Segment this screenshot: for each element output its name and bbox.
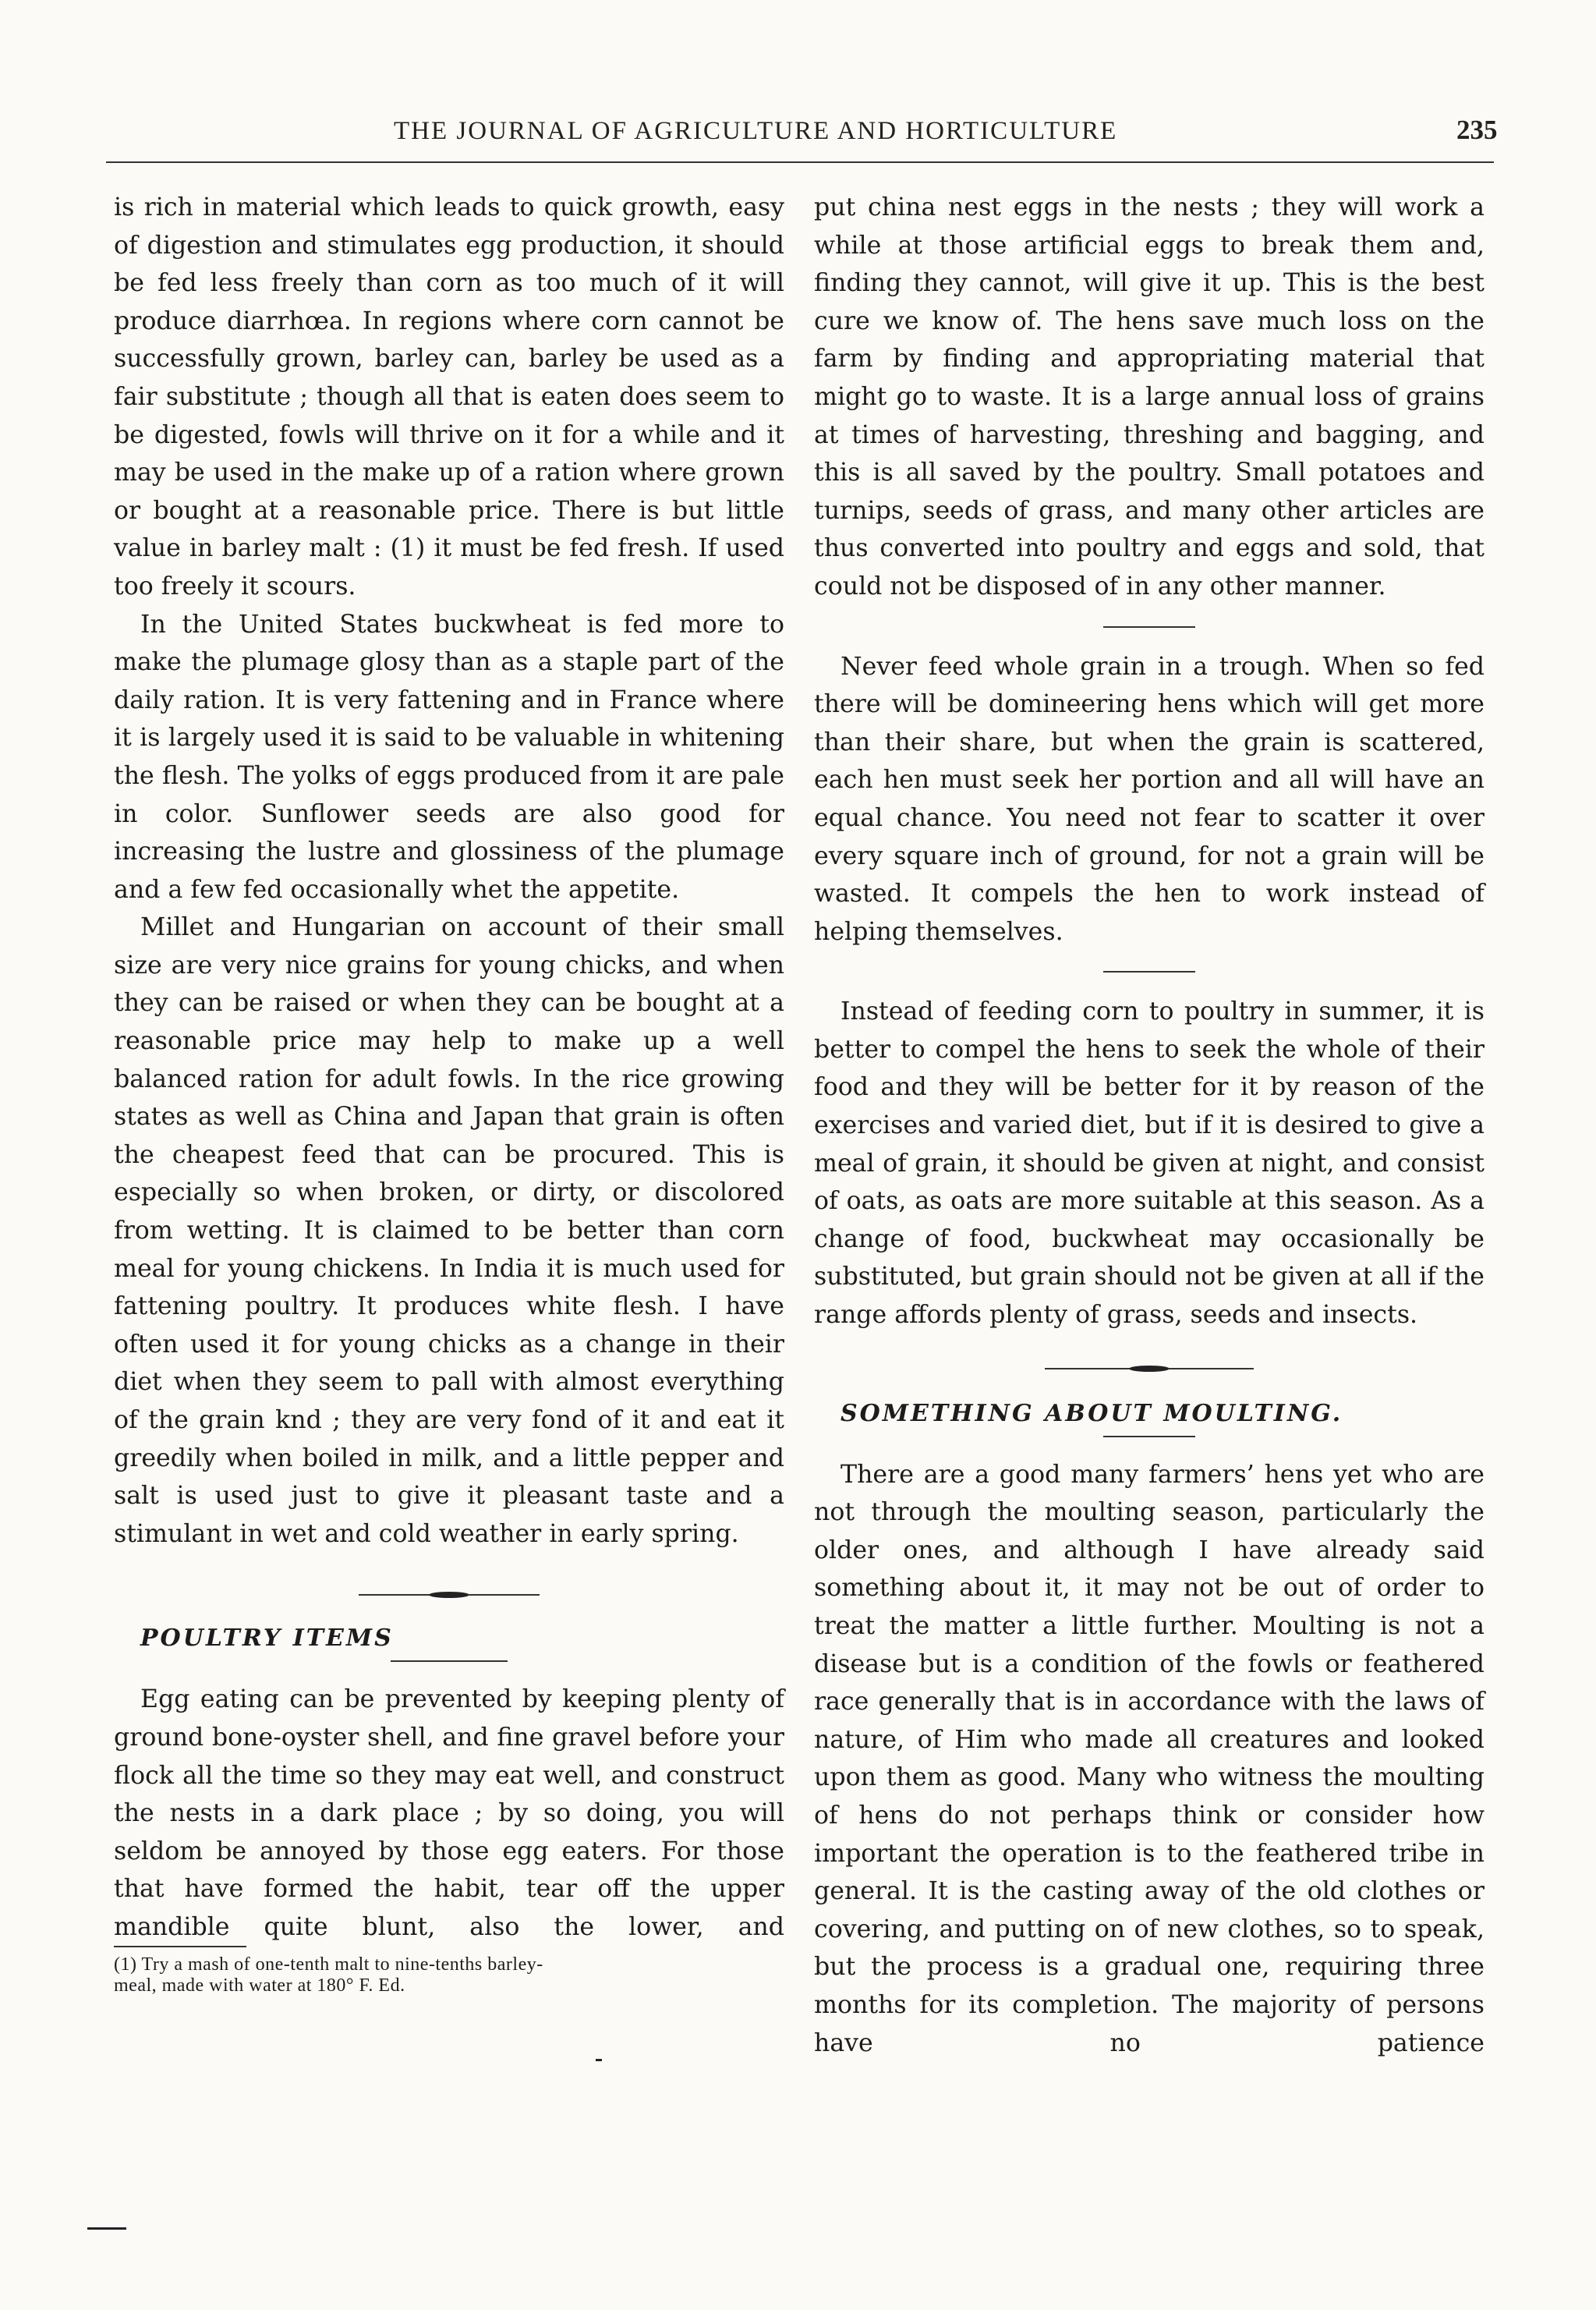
paragraph-moulting: There are a good many farmers’ hens yet who are not through the moulting season, particularly the older ones, and although I have already said something about it, it may not be out of order to treat the matter a little further. Moulting is not a disease but is a condition of the fowls or feathered race generally that is in accordance with the laws of nature, of Him who made all creatures and looked upon them as good. Many who witness the moulting of hens do not perhaps think or consider how important the operation is to the feathered tribe in general. It is the casting away of the old clothes or covering, and putting on of new clothes, so to speak, but the process is a gradual one, requiring three months for its completion. The majority of persons have no patience bbox=[814, 1460, 1485, 2057]
section-ornament bbox=[357, 1592, 541, 1598]
paragraph-barley: is rich in material which leads to quick growth, easy of digestion and stimulates egg production, it should be fed less freely than corn as too much of it will produce diarrhœa. In regions where corn cannot be successfully grown, barley can, barley be used as a fair substitute ; though all that is eaten does seem to be digested, fowls will thrive on it for a while and it may be used in the make up of a ration where grown or bought at a reasonable price. There is but little value in barley malt : (1) it must be fed fresh. If used too freely it scours. bbox=[114, 193, 784, 601]
section-ornament bbox=[1040, 1366, 1258, 1372]
paragraph-egg-eating: Egg eating can be prevented by keeping plenty of ground bone-oyster shell, and fine gravel before your flock all the time so they may eat well, and construct the nests in a dark place ; by so doing, you will seldom be annoyed by those egg eaters. For those that have formed the habit, tear off the upper mandible quite blunt, also the lower, and bbox=[114, 1685, 784, 1941]
footnote-line: (1) Try a mash of one-tenth malt to nine-tenths barley- bbox=[114, 1954, 543, 1975]
footnote-rule bbox=[114, 1946, 246, 1947]
paragraph-china-nest-eggs: put china nest eggs in the nests ; they will work a while at those artificial eggs to break them and, finding they cannot, will give it up. This is the best cure we know of. The hens save much loss on the farm by finding and appropriating material that might go to waste. It is a large annual loss of grains at times of harvesting, threshing and bagging, and this is all saved by the poultry. Small potatoes and turnips, seeds of grass, and many other articles are thus converted into poultry and eggs and sold, that could not be disposed of in any other manner. bbox=[814, 193, 1485, 601]
page-number: 235 bbox=[1456, 115, 1498, 145]
printer-mark bbox=[596, 2059, 602, 2061]
title-underline bbox=[1103, 1436, 1195, 1437]
printer-mark bbox=[87, 2227, 126, 2230]
running-title: THE JOURNAL OF AGRICULTURE AND HORTICULTURE bbox=[394, 117, 1118, 145]
separator-rule bbox=[1103, 626, 1195, 628]
left-column bbox=[114, 189, 784, 1947]
paragraph-summer-feeding: Instead of feeding corn to poultry in summer, it is better to compel the hens to seek the whole of their food and they will be better for it by reason of the exercises and varied diet, but if it is desired to give a meal of grain, it should be given at night, and consist of oats, as oats are more suitable at this season. As a change of food, buckwheat may occasionally be substituted, but grain should not be given at all if the range affords plenty of grass, seeds and insects. bbox=[814, 997, 1485, 1330]
header-rule bbox=[106, 161, 1494, 163]
footnote-line: meal, made with water at 180° F. Ed. bbox=[114, 1975, 405, 1996]
paragraph-millet-rice: Millet and Hungarian on account of their small size are very nice grains for young chicks, and when they can be raised or when they can be bought at a reasonable price may help to make up a well balanced ration for adult fowls. In the rice growing states as well as China and Japan that grain is often the cheapest feed that can be procured. This is especially so when broken, or dirty, or discolored from wetting. It is claimed to be better than corn meal for young chickens. In India it is much used for fattening poultry. It produces white flesh. I have often used it for young chicks as a change in their diet when they seem to pall with almost everything of the grain knd ; they are very fond of it and eat it greedily when boiled in milk, and a little pepper and salt is used just to give it pleasant taste and a stimulant in wet and cold weather in early spring. bbox=[114, 913, 784, 1548]
footnote bbox=[114, 1954, 784, 1996]
paragraph-trough: Never feed whole grain in a trough. When so fed there will be domineering hens which will get more than their share, but when the grain is scattered, each hen must seek her portion and all will have an equal chance. You need not fear to scatter it over every square inch of ground, for not a grain will be wasted. It compels the hen to work instead of helping themselves. bbox=[814, 652, 1485, 946]
section-title-moulting: SOMETHING ABOUT MOULTING. bbox=[840, 1399, 1343, 1427]
right-column bbox=[814, 189, 1485, 2062]
section-title-poultry-items: POULTRY ITEMS bbox=[140, 1624, 394, 1653]
paragraph-buckwheat: In the United States buckwheat is fed more to make the plumage glosy than as a staple part of the daily ration. It is very fattening and in France where it is largely used it is said to be valuable in whitening the flesh. The yolks of eggs produced from it are pale in color. Sunflower seeds are also good for increasing the lustre and glossiness of the plumage and a few fed occasionally whet the appetite. bbox=[114, 610, 784, 904]
separator-rule bbox=[1103, 971, 1195, 973]
title-underline bbox=[391, 1660, 508, 1662]
